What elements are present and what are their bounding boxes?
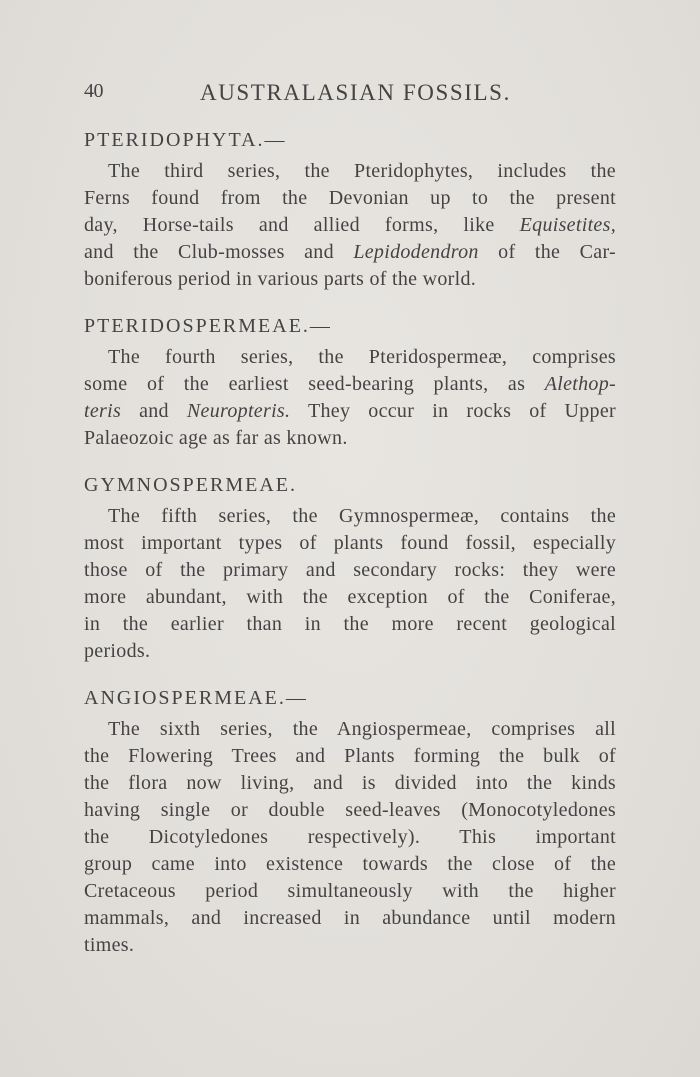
section-heading: ANGIOSPERMEAE.— xyxy=(84,687,308,709)
section-pteridospermeae xyxy=(84,313,616,452)
text-line xyxy=(84,212,616,239)
text-line: having single or double seed-leaves (Monocotyledones xyxy=(84,799,616,821)
text-line: Palaeozoic age as far as known. xyxy=(84,427,348,449)
page-number: 40 xyxy=(84,80,103,102)
text-run: day, Horse-tails and allied forms, like xyxy=(84,214,520,236)
text-line: periods. xyxy=(84,640,151,662)
text-line: The third series, the Pteridophytes, includes the xyxy=(108,160,616,182)
section-heading: PTERIDOSPERMEAE.— xyxy=(84,315,332,337)
text-line: Ferns found from the Devonian up to the present xyxy=(84,187,616,209)
page-header xyxy=(84,80,616,110)
text-line: The fourth series, the Pteridospermeæ, comprises xyxy=(108,346,616,368)
section-pteridophyta xyxy=(84,127,616,293)
text-line: The sixth series, the Angiospermeae, comprises all xyxy=(108,718,616,740)
text-run: some of the earliest seed-bearing plants, as xyxy=(84,373,545,395)
text-run: They occur in rocks of Upper xyxy=(290,400,616,422)
italic-term: teris xyxy=(84,400,122,422)
text-line: the flora now living, and is divided into the kinds xyxy=(84,772,616,794)
text-run: of the Car- xyxy=(478,241,616,263)
text-line: most important types of plants found fossil, especially xyxy=(84,532,616,554)
text-run: and xyxy=(121,400,187,422)
text-line xyxy=(84,371,616,398)
italic-term: Alethop- xyxy=(544,373,616,395)
section-heading: PTERIDOPHYTA.— xyxy=(84,129,287,151)
section-heading: GYMNOSPERMEAE. xyxy=(84,474,298,496)
text-line: the Dicotyledones respectively). This important xyxy=(84,826,616,848)
italic-term: Neuropteris. xyxy=(186,400,291,422)
italic-term: Lepidodendron xyxy=(353,241,479,263)
text-line: boniferous period in various parts of the world. xyxy=(84,268,477,290)
page-body xyxy=(84,127,616,979)
italic-term: Equisetites, xyxy=(519,214,616,236)
text-line: times. xyxy=(84,934,135,956)
section-angiospermeae xyxy=(84,685,616,959)
section-gymnospermeae xyxy=(84,472,616,665)
text-line: mammals, and increased in abundance until modern xyxy=(84,907,616,929)
text-line: more abundant, with the exception of the Coniferae, xyxy=(84,586,616,608)
running-title: AUSTRALASIAN FOSSILS. xyxy=(200,80,511,105)
text-run: and the Club-mosses and xyxy=(84,241,354,263)
text-line: the Flowering Trees and Plants forming the bulk of xyxy=(84,745,616,767)
text-line: Cretaceous period simultaneously with the higher xyxy=(84,880,616,902)
text-line xyxy=(84,398,616,425)
text-line: group came into existence towards the close of the xyxy=(84,853,616,875)
text-line xyxy=(84,239,616,266)
text-line: those of the primary and secondary rocks: they were xyxy=(84,559,616,581)
text-line: The fifth series, the Gymnospermeæ, contains the xyxy=(108,505,616,527)
text-line: in the earlier than in the more recent geological xyxy=(84,613,616,635)
